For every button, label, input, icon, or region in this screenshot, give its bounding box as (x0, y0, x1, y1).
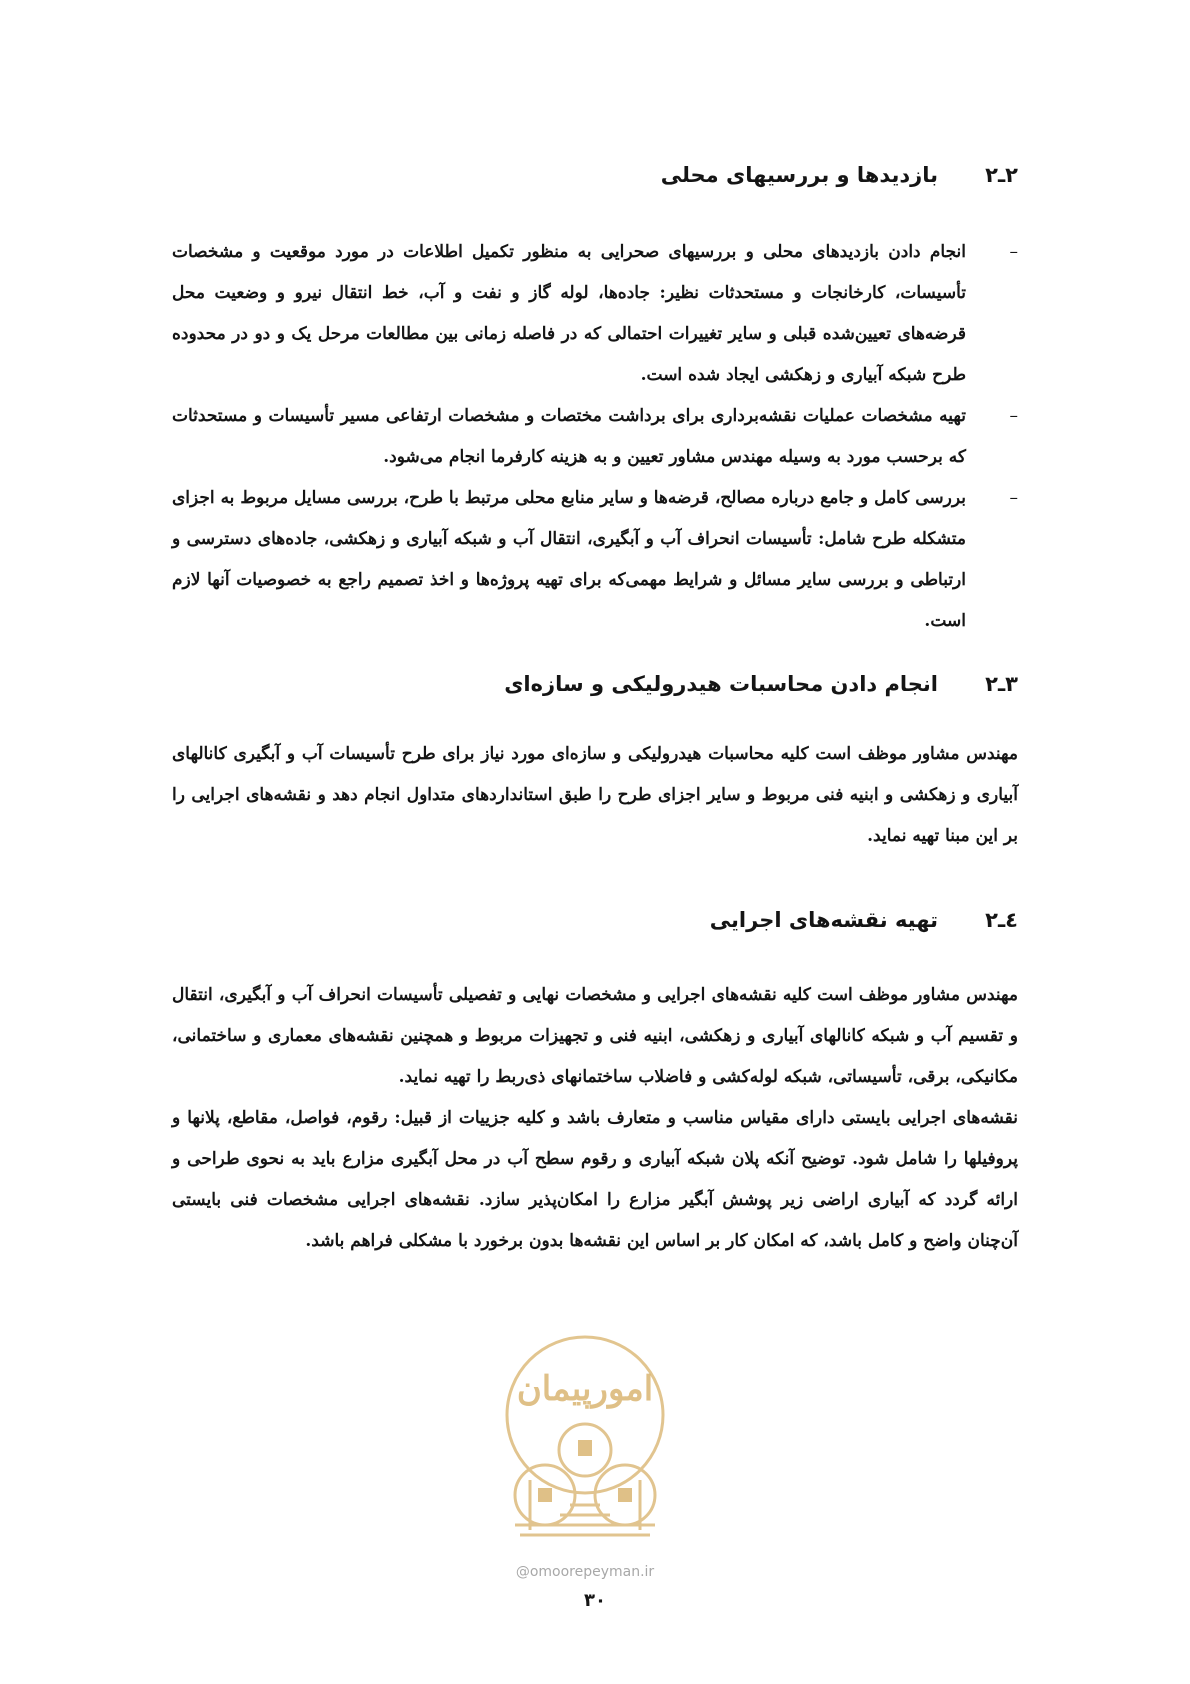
section-number: ٤ـ۲ (985, 908, 1018, 932)
paragraph: نقشه‌های اجرایی بایستی دارای مقیاس مناسب و متعارف باشد و کلیه جزییات از قبیل: رقوم، فواصل، مقاطع، پلانها و پروفیلها را شامل شود. توضیح آنکه پلان شبکه آبیاری و رقوم سطح آب در محل آبگیری مزارع باید به نحوی طراحی و ارائه گردد که آبیاری اراضی زیر پوشش آبگیر مزارع را امکان‌پذیر سازد. نقشه‌های اجرایی مشخصات فنی بایستی آن‌چنان واضح و کامل باشد، که امکان کار بر اساس این نقشه‌ها بدون برخورد با مشکلی فراهم باشد. (172, 1108, 1018, 1251)
section-number: ۳ـ۲ (985, 672, 1018, 696)
page-number: ۳۰ (584, 1590, 606, 1611)
section-title: بازدیدها و بررسیهای محلی (660, 163, 938, 187)
watermark-logo-text: امورپیمان (516, 1369, 654, 1409)
paragraph: مهندس مشاور موظف است کلیه محاسبات هیدرولیکی و سازه‌ای مورد نیاز برای طرح تأسیسات آب و آبگیری کانالهای آبیاری و زهکشی و ابنیه فنی مربوط و سایر اجزای طرح را طبق استانداردهای متداول انجام دهد و نقشه‌های اجرایی را بر این مبنا تهیه نماید. (172, 744, 1018, 846)
section-number: ۲ـ۲ (985, 163, 1018, 187)
dash-bullet-icon: – (1009, 242, 1018, 262)
dash-bullet-icon: – (1009, 488, 1018, 508)
list-item (172, 396, 1018, 478)
list-item-text: بررسی کامل و جامع درباره مصالح، قرضه‌ها و سایر منابع محلی مرتبط با طرح، بررسی مسایل مربوط به اجزای متشکله طرح شامل: تأسیسات انحراف آب و آبگیری، انتقال آب و شبکه آبیاری و زهکشی، جاده‌های دسترسی و ارتباطی و بررسی سایر مسائل و شرایط مهمی‌که برای تهیه پروژه‌ها و اخذ تصمیم راجع به خصوصیات آنها لازم است. (172, 488, 966, 631)
bullet-list (172, 232, 1018, 642)
section-body (172, 975, 1018, 1262)
list-item (172, 478, 1018, 642)
list-item (172, 232, 1018, 396)
list-item-text: تهیه مشخصات عملیات نقشه‌برداری برای برداشت مختصات و مشخصات ارتفاعی مسیر تأسیسات و مستحدثات که برحسب مورد به وسیله مهندس مشاور تعیین و به هزینه کارفرما انجام می‌شود. (172, 406, 966, 467)
section-heading (504, 672, 1018, 696)
section-heading (661, 163, 1018, 187)
watermark-url: @omoorepeyman.ir (515, 1564, 655, 1580)
dash-bullet-icon: – (1009, 406, 1018, 426)
paragraph: مهندس مشاور موظف است کلیه نقشه‌های اجرایی و مشخصات نهایی و تفصیلی تأسیسات انحراف آب و آبگیری، انتقال و تقسیم آب و شبکه کانالهای آبیاری و زهکشی، ابنیه فنی و تجهیزات مربوط و همچنین نقشه‌های معماری و ساختمانی، مکانیکی، برقی، تأسیساتی، شبکه لوله‌کشی و فاضلاب ساختمانهای ذی‌ربط را تهیه نماید. (172, 985, 1018, 1087)
section-body (172, 232, 1018, 642)
section-heading (710, 908, 1018, 932)
section-body (172, 734, 1018, 857)
section-title: تهیه نقشه‌های اجرایی (709, 908, 938, 932)
list-item-text: انجام دادن بازدیدهای محلی و بررسیهای صحرایی به منظور تکمیل اطلاعات در مورد موقعیت و مشخصات تأسیسات، کارخانجات و مستحدثات نظیر: جاده‌ها، لوله گاز و نفت و آب، خط انتقال نیرو و وضعیت محل قرضه‌های تعیین‌شده قبلی و سایر تغییرات احتمالی که در فاصله زمانی بین مطالعات مرحل یک و دو در محدوده طرح شبکه آبیاری و زهکشی ایجاد شده است. (172, 242, 966, 385)
section-title: انجام دادن محاسبات هیدرولیکی و سازه‌ای (504, 672, 938, 696)
watermark-logo (460, 1330, 710, 1560)
